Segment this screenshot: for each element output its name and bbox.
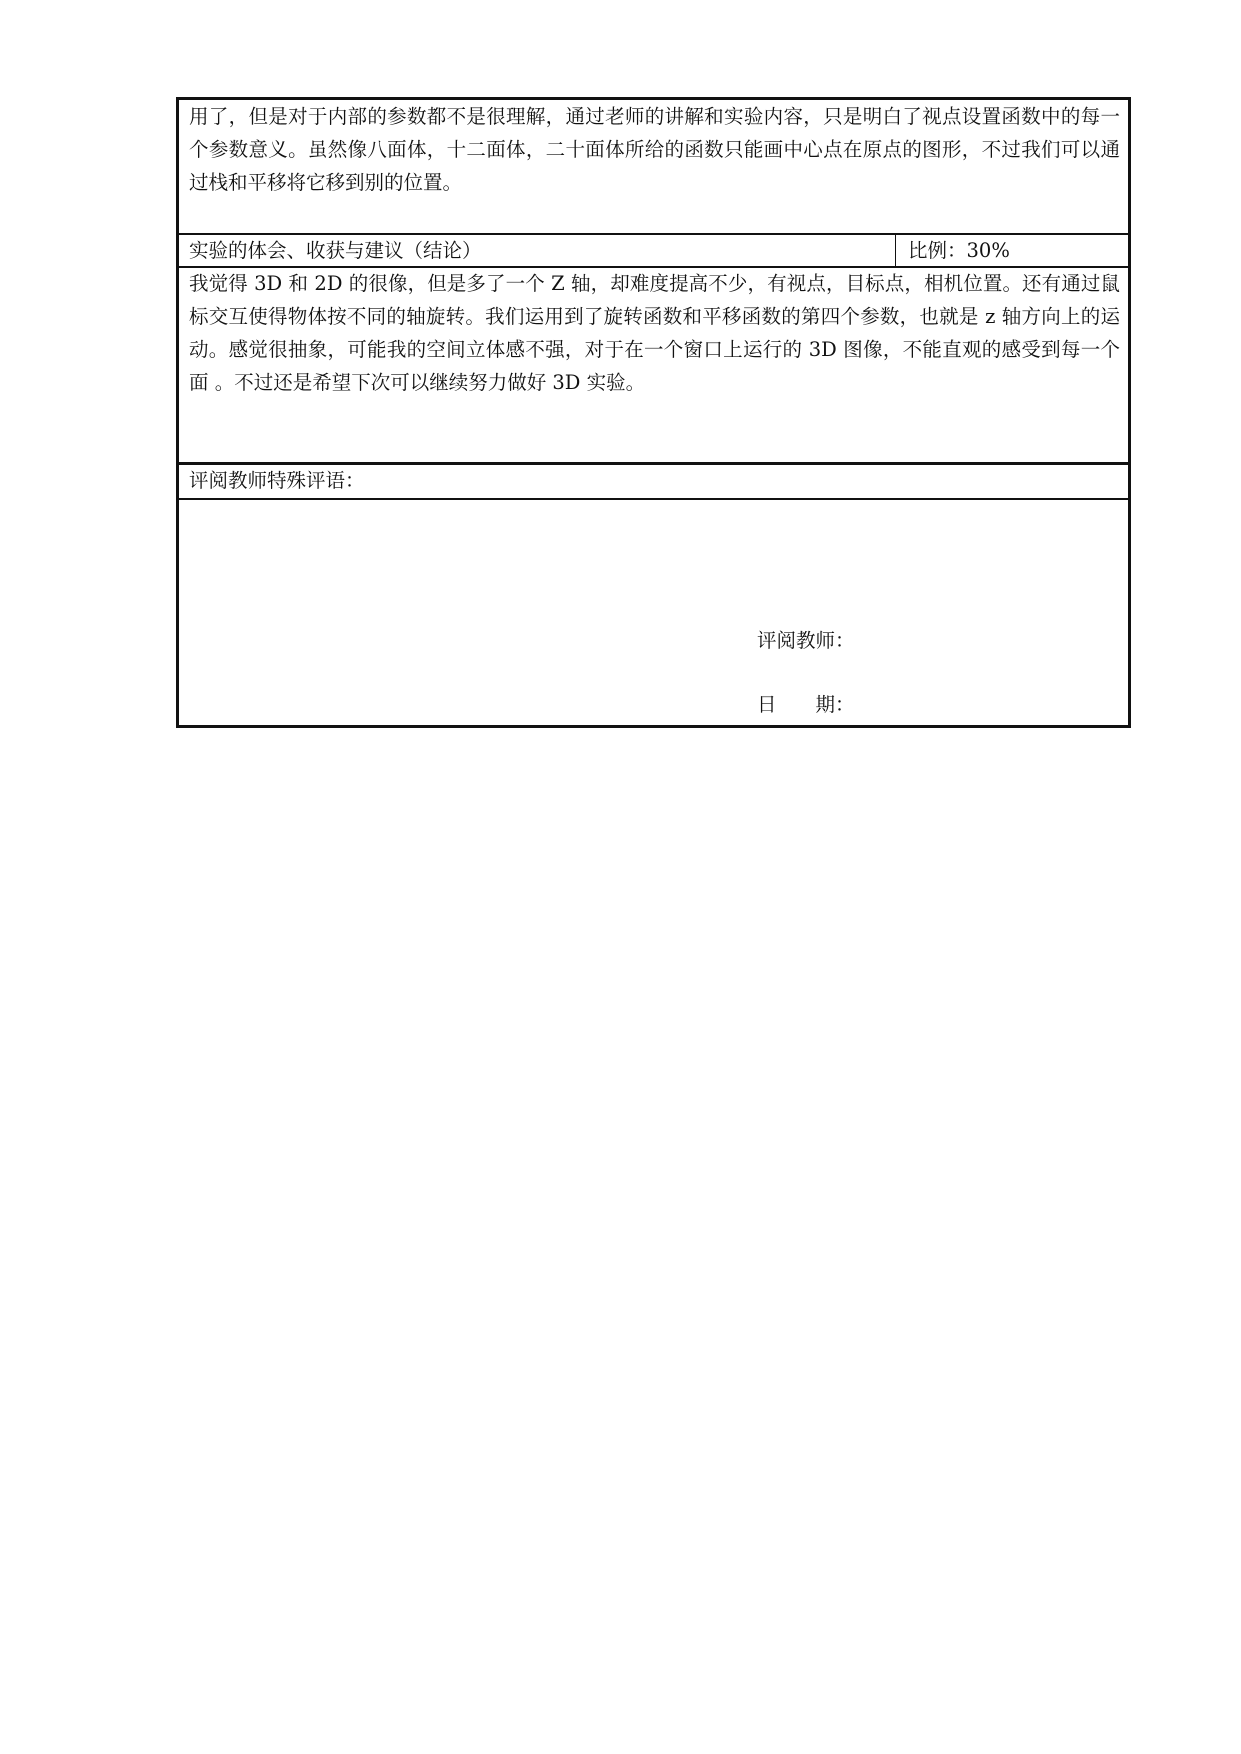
summary-header-row	[179, 235, 1128, 268]
summary-body-row	[179, 268, 1128, 465]
date-label: 日 期：	[757, 693, 855, 716]
comment-header-row	[179, 465, 1128, 500]
comment-label: 评阅教师特殊评语：	[189, 469, 365, 492]
continued-analysis-row	[179, 100, 1128, 235]
summary-label: 实验的体会、收获与建议（结论）	[189, 239, 482, 262]
report-table	[176, 97, 1131, 728]
ratio-cell	[895, 235, 1128, 266]
ratio-text: 比例：30%	[908, 239, 1010, 262]
summary-body-text: 我觉得 3D 和 2D 的很像，但是多了一个 Z 轴，却难度提高不少，有视点，目标点，相机位置。还有通过鼠标交互使得物体按不同的轴旋转。我们运用到了旋转函数和平移函数的第四个参数，也就是 z 轴方向上的运动。感觉很抽象，可能我的空间立体感不强，对于在一个窗口上运行的 3D 图像，不能直观的感受到每一个面 。不过还是希望下次可以继续努力做好 3D 实验。	[189, 272, 1120, 394]
continued-analysis-text: 用了，但是对于内部的参数都不是很理解，通过老师的讲解和实验内容，只是明白了视点设置函数中的每一个参数意义。虽然像八面体，十二面体，二十面体所给的函数只能画中心点在原点的图形，不过我们可以通过栈和平移将它移到别的位置。	[189, 105, 1120, 194]
comment-body-row	[179, 500, 1128, 725]
reviewer-label: 评阅教师：	[757, 629, 855, 652]
